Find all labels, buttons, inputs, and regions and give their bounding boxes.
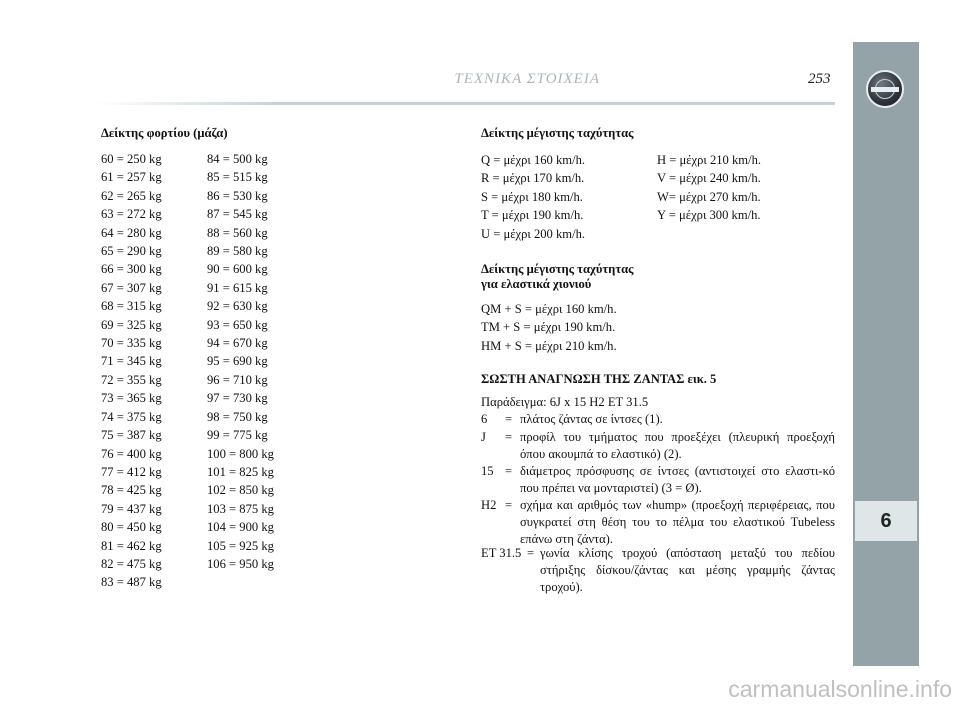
snow-speed-item: QM + S = μέχρι 160 km/h. <box>481 302 617 316</box>
load-index-item: 105 = 925 kg <box>207 538 274 553</box>
chapter-tab[interactable]: 6 <box>855 501 917 541</box>
load-index-item: 69 = 325 kg <box>101 317 162 332</box>
load-index-item: 75 = 387 kg <box>101 428 162 443</box>
load-index-item: 66 = 300 kg <box>101 262 162 277</box>
rim-desc-et: γωνία κλίσης τροχού (απόσταση μεταξύ του πεδίου στήριξης δίσκου/ζάντας και μέσης γραμμής ζάντας τροχού). <box>540 546 835 594</box>
load-index-item: 82 = 475 kg <box>101 556 162 571</box>
load-index-item: 99 = 775 kg <box>207 428 268 443</box>
load-index-item: 61 = 257 kg <box>101 170 162 185</box>
rim-desc-h2: σχήμα και αριθμός των «hump» (προεξοχή περιφέρειας, που συγκρατεί στη θέση του το πέλμα του ελαστικού Tubeless επάνω στη ζάντα). <box>520 498 835 546</box>
snow-speed-heading-line2: για ελαστικά χιονιού <box>481 277 592 291</box>
rim-example: Παράδειγμα: 6J x 15 H2 ET 31.5 <box>481 395 649 409</box>
load-index-item: 88 = 560 kg <box>207 225 268 240</box>
rim-reading-heading: ΣΩΣΤΗ ΑΝΑΓΝΩΣΗ ΤΗΣ ΖΑΝΤΑΣ εικ. 5 <box>481 372 717 386</box>
load-index-item: 64 = 280 kg <box>101 225 162 240</box>
load-index-item: 77 = 412 kg <box>101 464 162 479</box>
speed-index-item: U = μέχρι 200 km/h. <box>481 226 586 241</box>
load-index-item: 104 = 900 kg <box>207 520 274 535</box>
header-rule <box>95 102 835 105</box>
speed-index-item: W= μέχρι 270 km/h. <box>657 189 761 204</box>
load-index-item: 71 = 345 kg <box>101 354 162 369</box>
load-index-item: 72 = 355 kg <box>101 372 162 387</box>
rim-eq-et: = <box>527 546 535 560</box>
speed-index-item: V = μέχρι 240 km/h. <box>657 171 761 186</box>
speed-index-heading: Δείκτης μέγιστης ταχύτητας <box>481 126 634 140</box>
logo-bar <box>871 87 899 92</box>
rim-code-15: 15 <box>481 464 494 478</box>
rim-code-et: ET 31.5 <box>481 546 522 560</box>
watermark: carmanualsonline.info <box>728 676 952 702</box>
load-index-item: 90 = 600 kg <box>207 262 268 277</box>
load-index-item: 76 = 400 kg <box>101 446 162 461</box>
snow-speed-item: HM + S = μέχρι 210 km/h. <box>481 338 617 353</box>
chapter-sidebar <box>853 42 919 666</box>
load-index-item: 86 = 530 kg <box>207 188 268 203</box>
speed-index-column-2 <box>657 151 761 225</box>
load-index-item: 103 = 875 kg <box>207 501 274 516</box>
load-index-item: 65 = 290 kg <box>101 244 162 259</box>
speed-index-item: R = μέχρι 170 km/h. <box>481 171 585 186</box>
load-index-column-2 <box>207 150 274 573</box>
load-index-item: 63 = 272 kg <box>101 207 162 222</box>
rim-code-h2: H2 <box>481 498 497 512</box>
load-index-item: 74 = 375 kg <box>101 409 162 424</box>
rim-eq-j: = <box>505 430 513 444</box>
load-index-item: 85 = 515 kg <box>207 170 268 185</box>
load-index-item: 91 = 615 kg <box>207 280 268 295</box>
rim-eq-6: = <box>505 412 513 426</box>
load-index-item: 68 = 315 kg <box>101 299 162 314</box>
load-index-item: 80 = 450 kg <box>101 520 162 535</box>
load-index-item: 84 = 500 kg <box>207 152 268 166</box>
load-index-column-1 <box>101 150 162 592</box>
rim-desc-6: πλάτος ζάντας σε ίντσες (1). <box>520 412 663 426</box>
speed-index-column-1 <box>481 151 585 243</box>
load-index-item: 83 = 487 kg <box>101 575 162 590</box>
load-index-item: 95 = 690 kg <box>207 354 268 369</box>
rim-desc-15: διάμετρος πρόσφυσης σε ίντσες (αντιστοιχεί στο ελαστι-κό που πρέπει να μονταριστεί) (3 = Ø). <box>520 464 835 495</box>
load-index-item: 94 = 670 kg <box>207 336 268 351</box>
speed-index-item: T = μέχρι 190 km/h. <box>481 208 584 223</box>
load-index-item: 78 = 425 kg <box>101 483 162 498</box>
load-index-item: 97 = 730 kg <box>207 391 268 406</box>
load-index-item: 102 = 850 kg <box>207 483 274 498</box>
rim-eq-15: = <box>505 464 513 478</box>
load-index-item: 60 = 250 kg <box>101 152 162 166</box>
snow-speed-item: TM + S = μέχρι 190 km/h. <box>481 320 616 335</box>
speed-index-item: S = μέχρι 180 km/h. <box>481 189 583 204</box>
speed-index-item: H = μέχρι 210 km/h. <box>657 153 762 167</box>
load-index-item: 79 = 437 kg <box>101 501 162 516</box>
load-index-item: 98 = 750 kg <box>207 409 268 424</box>
load-index-item: 106 = 950 kg <box>207 556 274 571</box>
page-number: 253 <box>808 71 831 87</box>
speed-index-item: Q = μέχρι 160 km/h. <box>481 153 586 167</box>
load-index-item: 70 = 335 kg <box>101 336 162 351</box>
load-index-item: 101 = 825 kg <box>207 464 274 479</box>
rim-code-j: J <box>481 430 486 444</box>
rim-desc-j: προφίλ του τμήματος που προεξέχει (πλευρική προεξοχή όπου ακουμπά το ελαστικό) (2). <box>520 430 835 461</box>
rim-eq-h2: = <box>505 498 513 512</box>
load-index-item: 87 = 545 kg <box>207 207 268 222</box>
load-index-item: 96 = 710 kg <box>207 372 268 387</box>
load-index-item: 62 = 265 kg <box>101 188 162 203</box>
section-title: ΤΕΧΝΙΚΑ ΣΤΟΙΧΕΙΑ <box>454 71 600 87</box>
rim-code-6: 6 <box>481 412 488 426</box>
load-index-item: 73 = 365 kg <box>101 391 162 406</box>
snow-speed-list <box>481 300 617 355</box>
load-index-item: 100 = 800 kg <box>207 446 274 461</box>
load-index-item: 93 = 650 kg <box>207 317 268 332</box>
load-index-item: 92 = 630 kg <box>207 299 268 314</box>
load-index-heading: Δείκτης φορτίου (μάζα) <box>101 126 228 140</box>
load-index-item: 81 = 462 kg <box>101 538 162 553</box>
speed-index-item: Y = μέχρι 300 km/h. <box>657 208 761 223</box>
load-index-item: 89 = 580 kg <box>207 244 268 259</box>
lancia-logo-icon <box>866 70 904 108</box>
load-index-item: 67 = 307 kg <box>101 280 162 295</box>
snow-speed-heading-line1: Δείκτης μέγιστης ταχύτητας <box>481 262 634 276</box>
